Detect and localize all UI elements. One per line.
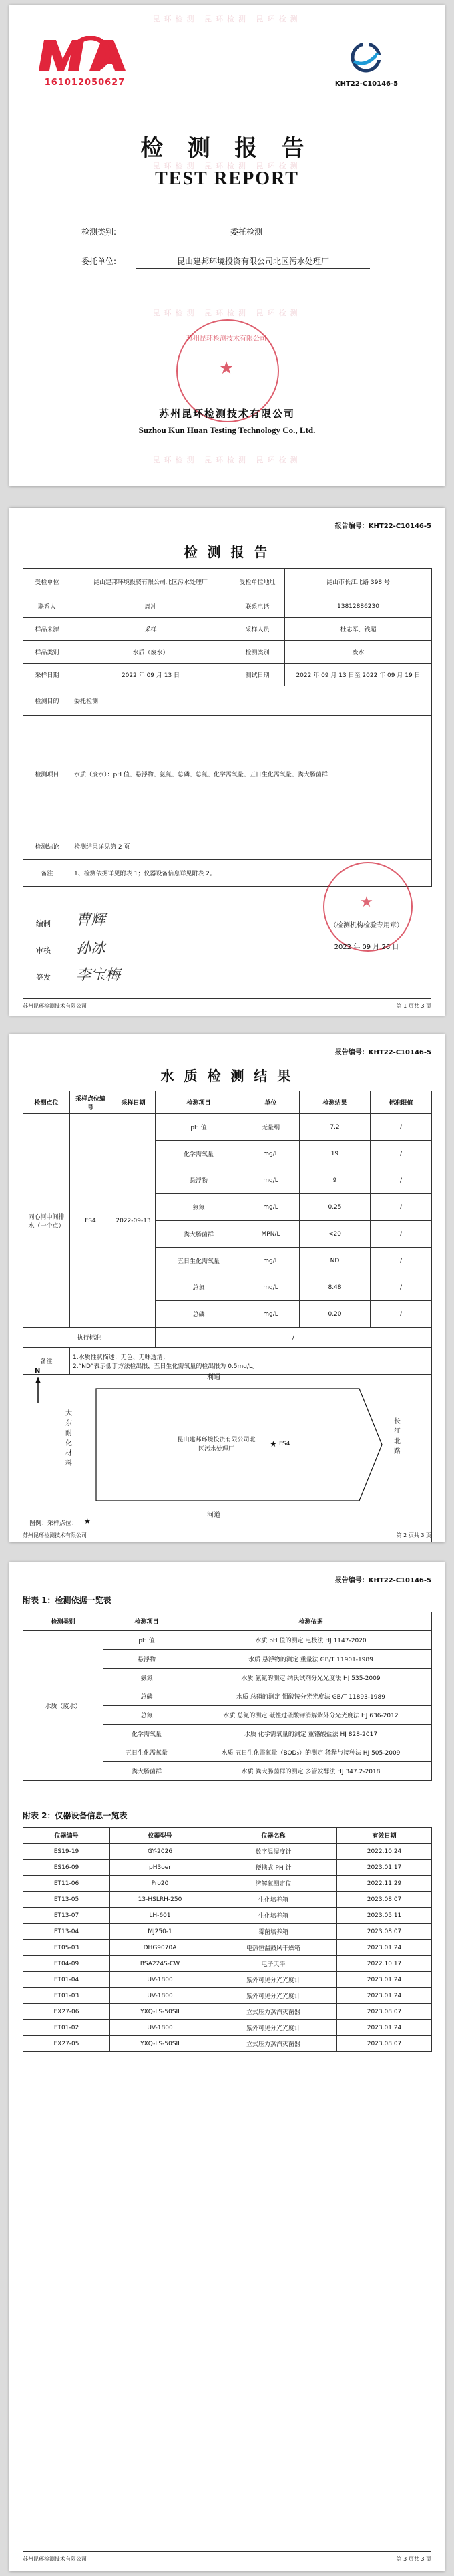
equip-name: 电热恒温鼓风干燥箱 <box>210 1940 337 1956</box>
equip-id: ET01-02 <box>23 2020 110 2036</box>
unit-cell: mg/L <box>242 1301 300 1328</box>
footer-page: 第 2 页共 3 页 <box>396 1532 431 1538</box>
cover-page <box>9 5 445 486</box>
plant-name: 昆山建邦环境投资有限公司北区污水处理厂 <box>177 1437 256 1453</box>
equip-model: GY-2026 <box>110 1844 210 1860</box>
value-cell: 8.48 <box>300 1274 371 1301</box>
cover-watermark: 昆环检测 昆环检测 昆环检测 <box>152 15 302 23</box>
equip-name: 紫外可见分光光度计 <box>210 2020 337 2036</box>
result-value: 检测结果详见第 2 页 <box>71 833 432 860</box>
item-cell: 总磷 <box>103 1687 190 1706</box>
report-page-1 <box>9 508 445 1016</box>
equip-date: 2023.08.07 <box>337 2004 432 2020</box>
item-cell: pH 值 <box>156 1114 242 1141</box>
equip-model: YXQ-LS-50SII <box>110 2004 210 2020</box>
test-type-value: 委托检测 <box>136 226 357 239</box>
equip-model: pH3oer <box>110 1860 210 1876</box>
equip-date: 2022.10.17 <box>337 1956 432 1972</box>
footer-company: 苏州昆环检测技术有限公司 <box>23 1532 87 1538</box>
info-row <box>23 716 432 833</box>
footer-page: 第 3 页共 3 页 <box>396 2556 431 2562</box>
client-value: 昆山建邦环境投资有限公司北区污水处理厂 <box>136 255 370 269</box>
info-key: 样品类别 <box>23 641 71 664</box>
equip-name: 立式压力蒸汽灭菌器 <box>210 2004 337 2020</box>
table-row <box>23 1876 432 1892</box>
basis-cell: 水质 总氮的测定 碱性过硫酸钾消解紫外分光光度法 HJ 636-2012 <box>190 1706 432 1725</box>
report-number: 报告编号：KHT22-C10146-5 <box>334 1049 431 1056</box>
value-cell: <20 <box>300 1221 371 1248</box>
limit-cell: / <box>371 1194 432 1221</box>
cover-title-en: TEST REPORT <box>155 168 299 189</box>
item-cell: 总氮 <box>156 1274 242 1301</box>
header-cell: 检测依据 <box>190 1612 432 1631</box>
editor-signature: 曹辉 <box>76 911 106 928</box>
seal-text: 苏州昆环检测技术有限公司 <box>186 335 266 343</box>
equip-name: 数字温湿度计 <box>210 1844 337 1860</box>
item-cell: 总氮 <box>103 1706 190 1725</box>
footer-divider <box>23 998 431 999</box>
table-row <box>23 2004 432 2020</box>
info-value: 采样 <box>71 618 230 641</box>
header-cell: 仪器型号 <box>110 1828 210 1844</box>
equip-name: 紫外可见分光光度计 <box>210 1972 337 1988</box>
item-cell: 悬浮物 <box>103 1650 190 1669</box>
info-key: 采样人员 <box>230 618 285 641</box>
footer-company: 苏州昆环检测技术有限公司 <box>23 2556 87 2562</box>
item-cell: 化学需氧量 <box>103 1725 190 1743</box>
unit-cell: mg/L <box>242 1141 300 1167</box>
info-value: 13812886230 <box>285 595 432 618</box>
table-header-row <box>23 1612 432 1631</box>
equip-name: 溶解氧测定仪 <box>210 1876 337 1892</box>
header-cell: 检测项目 <box>103 1612 190 1631</box>
item-cell: 化学需氧量 <box>156 1141 242 1167</box>
limit-cell: / <box>371 1141 432 1167</box>
basis-cell: 水质 悬浮物的测定 重量法 GB/T 11901-1989 <box>190 1650 432 1669</box>
header-cell: 检测结果 <box>300 1091 371 1114</box>
equip-model: 13-HSLRH-250 <box>110 1892 210 1908</box>
info-key: 测试日期 <box>230 664 285 686</box>
equip-model: YXQ-LS-50SII <box>110 2036 210 2052</box>
page-footer <box>23 1532 431 1539</box>
standard-value: / <box>156 1328 432 1348</box>
table-row <box>23 1844 432 1860</box>
header-cell: 有效日期 <box>337 1828 432 1844</box>
cover-watermark: 昆环检测 昆环检测 昆环检测 <box>152 162 302 170</box>
equip-model: UV-1800 <box>110 2020 210 2036</box>
sample-point-star-icon: ★ <box>270 1439 277 1449</box>
unit-cell: MPN/L <box>242 1221 300 1248</box>
map-left-text: 大东耐化材料 <box>65 1410 72 1467</box>
info-value: 2022 年 09 月 13 日至 2022 年 09 月 19 日 <box>285 664 432 686</box>
sign-date: 2022 年 09 月 26 日 <box>334 944 399 951</box>
appendix-1-title: 附表 1：检测依据一览表 <box>23 1596 111 1605</box>
equip-date: 2023.01.24 <box>337 1940 432 1956</box>
info-key: 受检单位地址 <box>230 569 285 595</box>
company-name-cn: 苏州昆环检测技术有限公司 <box>158 408 295 420</box>
limit-cell: / <box>371 1301 432 1328</box>
equip-model: UV-1800 <box>110 1972 210 1988</box>
header-cell: 标准限值 <box>371 1091 432 1114</box>
equip-model: LH-601 <box>110 1908 210 1924</box>
equip-date: 2023.01.24 <box>337 1972 432 1988</box>
equip-date: 2022.10.24 <box>337 1844 432 1860</box>
unit-cell: mg/L <box>242 1248 300 1274</box>
value-cell: 19 <box>300 1141 371 1167</box>
value-cell: ND <box>300 1248 371 1274</box>
equip-date: 2023.08.07 <box>337 1924 432 1940</box>
info-row <box>23 686 432 716</box>
table-row <box>23 1940 432 1956</box>
limit-cell: / <box>371 1248 432 1274</box>
value-cell: 0.20 <box>300 1301 371 1328</box>
basis-cell: 水质 氨氮的测定 纳氏试剂分光光度法 HJ 535-2009 <box>190 1669 432 1687</box>
equip-date: 2023.01.24 <box>337 1988 432 2004</box>
sample-point-label: FS4 <box>279 1441 290 1447</box>
equip-name: 生化培养箱 <box>210 1892 337 1908</box>
info-value: 废水 <box>285 641 432 664</box>
limit-cell: / <box>371 1167 432 1194</box>
basis-cell: 水质 总磷的测定 钼酸铵分光光度法 GB/T 11893-1989 <box>190 1687 432 1706</box>
remark-value: 1、检测依据详见附表 1；仪器设备信息详见附表 2。 <box>71 860 432 887</box>
site-cell: 同心河中间排水（一个点） <box>23 1114 70 1328</box>
north-arrow-icon <box>35 1377 41 1403</box>
cma-logo-icon <box>35 36 135 78</box>
value-cell: 7.2 <box>300 1114 371 1141</box>
report-number: 报告编号：KHT22-C10146-5 <box>334 1577 431 1584</box>
remark-line: 1.水质性状描述：无色、无味透清； <box>73 1354 169 1361</box>
info-row <box>23 664 432 686</box>
info-key: 联系电话 <box>230 595 285 618</box>
seal-caption: （检测机构检验专用章） <box>330 922 403 929</box>
limit-cell: / <box>371 1114 432 1141</box>
equip-name: 生化培养箱 <box>210 1908 337 1924</box>
unit-cell: 无量纲 <box>242 1114 300 1141</box>
limit-cell: / <box>371 1274 432 1301</box>
item-cell: 粪大肠菌群 <box>156 1221 242 1248</box>
table-row <box>23 1924 432 1940</box>
table-header-row <box>23 1828 432 1844</box>
items-value: 水质（废水）：pH 值、悬浮物、氨氮、总磷、总氮、化学需氧量、五日生化需氧量、粪大肠菌群 <box>71 716 432 833</box>
info-value: 昆山建邦环境投资有限公司北区污水处理厂 <box>71 569 230 595</box>
legend-label: 图例：采样点位： <box>29 1520 78 1527</box>
remark-label: 备注 <box>23 860 71 887</box>
info-row <box>23 833 432 860</box>
equip-id: ET01-04 <box>23 1972 110 1988</box>
item-cell: 氨氮 <box>156 1194 242 1221</box>
cover-title-cn: 检 测 报 告 <box>140 136 314 161</box>
map-bottom-road: 河道 <box>207 1512 220 1519</box>
report-number-badge: KHT22-C10146-5 <box>334 80 399 88</box>
table-row <box>23 1892 432 1908</box>
unit-cell: mg/L <box>242 1274 300 1301</box>
equip-id: ET01-03 <box>23 1988 110 2004</box>
report-page-3 <box>9 1562 445 2571</box>
table-row <box>23 1956 432 1972</box>
equip-id: ET11-06 <box>23 1876 110 1892</box>
footer-page: 第 1 页共 3 页 <box>396 1003 431 1009</box>
info-key: 受检单位 <box>23 569 71 595</box>
header-cell: 检测类别 <box>23 1612 103 1631</box>
table-row <box>23 1328 432 1348</box>
north-arrow-label: N <box>35 1367 41 1375</box>
purpose-value: 委托检测 <box>71 686 432 716</box>
table-row <box>23 2020 432 2036</box>
equip-date: 2022.11.29 <box>337 1876 432 1892</box>
basis-cell: 水质 五日生化需氧量（BOD₅）的测定 稀释与接种法 HJ 505-2009 <box>190 1743 432 1762</box>
unit-cell: mg/L <box>242 1167 300 1194</box>
map-top-road: 利通 <box>207 1374 220 1381</box>
table-row <box>23 1972 432 1988</box>
equip-name: 紫外可见分光光度计 <box>210 1988 337 2004</box>
header-cell: 单位 <box>242 1091 300 1114</box>
value-cell: 0.25 <box>300 1194 371 1221</box>
equip-id: ET13-05 <box>23 1892 110 1908</box>
info-row <box>23 641 432 664</box>
appendix-2-title: 附表 2：仪器设备信息一览表 <box>23 1811 128 1820</box>
info-key: 样品来源 <box>23 618 71 641</box>
equip-name: 立式压力蒸汽灭菌器 <box>210 2036 337 2052</box>
table-row <box>23 1114 432 1141</box>
reviewer-label: 审核 <box>36 946 51 955</box>
table-row <box>23 2036 432 2052</box>
unit-cell: mg/L <box>242 1194 300 1221</box>
header-cell: 采样日期 <box>111 1091 156 1114</box>
editor-label: 编制 <box>36 919 51 928</box>
table-header-row <box>23 1091 432 1114</box>
equip-id: ET05-03 <box>23 1940 110 1956</box>
basis-cell: 水质 pH 值的测定 电极法 HJ 1147-2020 <box>190 1631 432 1650</box>
limit-cell: / <box>371 1221 432 1248</box>
table-row <box>23 1908 432 1924</box>
equip-id: ES16-09 <box>23 1860 110 1876</box>
standard-label: 执行标准 <box>23 1328 156 1348</box>
items-label: 检测项目 <box>23 716 71 833</box>
info-key: 采样日期 <box>23 664 71 686</box>
item-cell: pH 值 <box>103 1631 190 1650</box>
equip-date: 2023.05.11 <box>337 1908 432 1924</box>
footer-company: 苏州昆环检测技术有限公司 <box>23 1003 87 1009</box>
equip-date: 2023.08.07 <box>337 2036 432 2052</box>
cover-watermark: 昆环检测 昆环检测 昆环检测 <box>152 456 302 464</box>
table-row <box>23 1860 432 1876</box>
equip-model: MJ250-1 <box>110 1924 210 1940</box>
item-cell: 五日生化需氧量 <box>156 1248 242 1274</box>
equip-model: UV-1800 <box>110 1988 210 2004</box>
footer-divider <box>23 2551 431 2552</box>
report-number: 报告编号：KHT22-C10146-5 <box>334 523 431 530</box>
info-value: 昆山市长江北路 398 号 <box>285 569 432 595</box>
info-row <box>23 569 432 595</box>
seal-star-icon: ★ <box>218 358 234 378</box>
info-key: 联系人 <box>23 595 71 618</box>
company-name-en: Suzhou Kun Huan Testing Technology Co., Ltd. <box>138 425 316 435</box>
equip-id: ET04-09 <box>23 1956 110 1972</box>
report-page-2 <box>9 1034 445 1542</box>
item-cell: 悬浮物 <box>156 1167 242 1194</box>
info-row <box>23 595 432 618</box>
basis-cell: 水质 化学需氧量的测定 重铬酸盐法 HJ 828-2017 <box>190 1725 432 1743</box>
equip-id: ET13-04 <box>23 1924 110 1940</box>
equip-id: ET13-07 <box>23 1908 110 1924</box>
equip-model: BSA224S-CW <box>110 1956 210 1972</box>
report-info-table <box>23 568 432 887</box>
remark-label: 备注 <box>23 1348 70 1375</box>
equip-id: EX27-05 <box>23 2036 110 2052</box>
legend-star-icon: ★ <box>84 1517 91 1526</box>
table-row <box>23 1988 432 2004</box>
seal-star-icon: ★ <box>360 894 373 911</box>
info-key: 检测类别 <box>230 641 285 664</box>
info-value: 杜志军、钱超 <box>285 618 432 641</box>
reviewer-signature: 孙冰 <box>76 940 106 956</box>
cma-code: 161012050627 <box>44 78 126 88</box>
value-cell: 9 <box>300 1167 371 1194</box>
header-cell: 检测点位 <box>23 1091 70 1114</box>
info-value: 2022 年 09 月 13 日 <box>71 664 230 686</box>
page-footer <box>23 2555 431 2563</box>
map-right-text: 长江北路 <box>394 1418 401 1455</box>
item-cell: 五日生化需氧量 <box>103 1743 190 1762</box>
equip-name: 霉菌培养箱 <box>210 1924 337 1940</box>
info-row <box>23 618 432 641</box>
page-heading: 检 测 报 告 <box>184 544 270 560</box>
equipment-table <box>23 1827 432 2052</box>
equip-date: 2023.08.07 <box>337 1892 432 1908</box>
equip-model: Pro20 <box>110 1876 210 1892</box>
item-cell: 氨氮 <box>103 1669 190 1687</box>
header-cell: 仪器编号 <box>23 1828 110 1844</box>
info-value: 水质（废水） <box>71 641 230 664</box>
category-cell: 水质（废水） <box>23 1631 103 1781</box>
equip-id: ES19-19 <box>23 1844 110 1860</box>
table-row <box>23 1631 432 1650</box>
test-type-label: 检测类别: <box>81 227 117 237</box>
purpose-label: 检测目的 <box>23 686 71 716</box>
company-logo-icon <box>347 39 385 76</box>
remark-line: 2.“ND”表示低于方法检出限，五日生化需氧量的检出限为 0.5mg/L。 <box>73 1363 259 1370</box>
client-label: 委托单位: <box>81 257 117 266</box>
page-heading: 水 质 检 测 结 果 <box>160 1068 294 1084</box>
header-cell: 采样点位编号 <box>70 1091 111 1114</box>
result-label: 检测结论 <box>23 833 71 860</box>
header-cell: 仪器名称 <box>210 1828 337 1844</box>
basis-table <box>23 1612 432 1781</box>
item-cell: 粪大肠菌群 <box>103 1762 190 1781</box>
site-map <box>23 1361 431 1529</box>
header-cell: 检测项目 <box>156 1091 242 1114</box>
equip-date: 2023.01.24 <box>337 2020 432 2036</box>
site-code-cell: FS4 <box>70 1114 111 1328</box>
info-value: 周冲 <box>71 595 230 618</box>
equip-name: 电子天平 <box>210 1956 337 1972</box>
basis-cell: 水质 粪大肠菌群的测定 多管发酵法 HJ 347.2-2018 <box>190 1762 432 1781</box>
signer-signature: 李宝梅 <box>76 966 121 983</box>
signer-label: 签发 <box>36 973 51 982</box>
equip-id: EX27-06 <box>23 2004 110 2020</box>
cover-watermark: 昆环检测 昆环检测 昆环检测 <box>152 309 302 317</box>
equip-name: 便携式 PH 计 <box>210 1860 337 1876</box>
date-cell: 2022-09-13 <box>111 1114 156 1328</box>
equip-date: 2023.01.17 <box>337 1860 432 1876</box>
item-cell: 总磷 <box>156 1301 242 1328</box>
page-footer <box>23 1002 431 1010</box>
equip-model: DHG9070A <box>110 1940 210 1956</box>
